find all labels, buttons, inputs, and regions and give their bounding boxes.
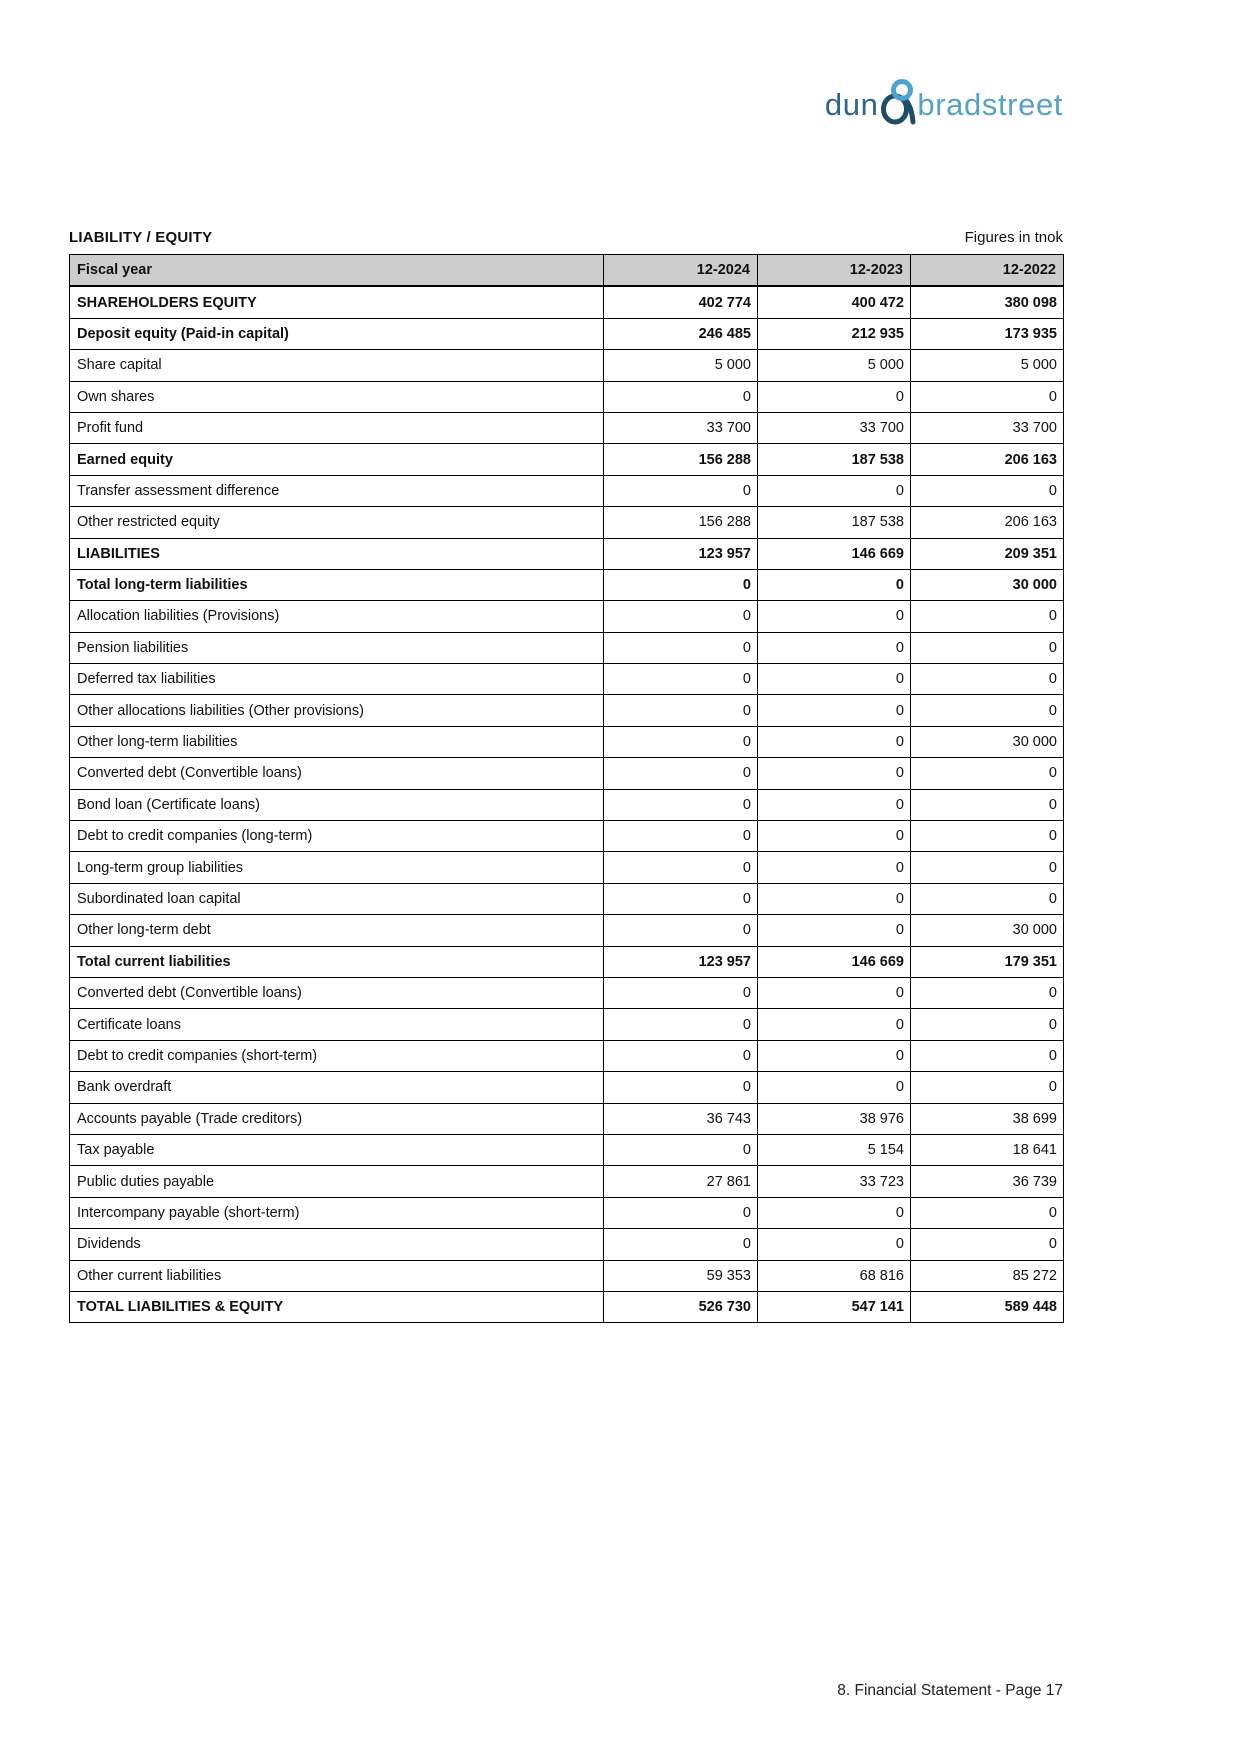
column-header-12-2022: 12-2022 <box>911 255 1064 287</box>
table-row <box>70 789 1064 820</box>
table-caption-row <box>69 229 1063 246</box>
row-label: Bank overdraft <box>70 1072 604 1103</box>
row-value: 0 <box>911 852 1064 883</box>
row-value: 5 000 <box>604 350 758 381</box>
table-row <box>70 821 1064 852</box>
row-value: 209 351 <box>911 538 1064 569</box>
row-value: 0 <box>911 381 1064 412</box>
row-value: 380 098 <box>911 286 1064 318</box>
row-value: 187 538 <box>758 507 911 538</box>
table-header-row <box>70 255 1064 287</box>
table-row <box>70 1197 1064 1228</box>
table-row <box>70 1291 1064 1322</box>
row-value: 402 774 <box>604 286 758 318</box>
ampersand-icon <box>880 78 916 126</box>
row-value: 0 <box>604 726 758 757</box>
row-value: 68 816 <box>758 1260 911 1291</box>
row-value: 30 000 <box>911 569 1064 600</box>
row-value: 0 <box>911 883 1064 914</box>
row-value: 27 861 <box>604 1166 758 1197</box>
table-row <box>70 695 1064 726</box>
row-label: Converted debt (Convertible loans) <box>70 977 604 1008</box>
table-row <box>70 286 1064 318</box>
row-value: 0 <box>604 381 758 412</box>
row-value: 0 <box>604 569 758 600</box>
row-value: 36 743 <box>604 1103 758 1134</box>
table-row <box>70 1040 1064 1071</box>
row-label: Pension liabilities <box>70 632 604 663</box>
row-value: 0 <box>604 883 758 914</box>
table-row <box>70 915 1064 946</box>
column-header-12-2024: 12-2024 <box>604 255 758 287</box>
table-row <box>70 538 1064 569</box>
row-label: Debt to credit companies (long-term) <box>70 821 604 852</box>
row-value: 0 <box>758 1197 911 1228</box>
row-value: 38 699 <box>911 1103 1064 1134</box>
row-label: Transfer assessment difference <box>70 475 604 506</box>
row-value: 123 957 <box>604 538 758 569</box>
row-value: 0 <box>604 601 758 632</box>
row-value: 0 <box>911 601 1064 632</box>
row-value: 0 <box>604 1040 758 1071</box>
row-value: 0 <box>604 789 758 820</box>
row-label: Allocation liabilities (Provisions) <box>70 601 604 632</box>
table-row <box>70 412 1064 443</box>
row-label: Intercompany payable (short-term) <box>70 1197 604 1228</box>
row-label: Debt to credit companies (short-term) <box>70 1040 604 1071</box>
row-value: 0 <box>911 789 1064 820</box>
row-value: 0 <box>604 632 758 663</box>
row-label: Other current liabilities <box>70 1260 604 1291</box>
row-value: 5 000 <box>911 350 1064 381</box>
row-value: 0 <box>911 475 1064 506</box>
row-value: 0 <box>911 1072 1064 1103</box>
row-value: 0 <box>758 883 911 914</box>
row-value: 0 <box>911 632 1064 663</box>
table-row <box>70 852 1064 883</box>
row-value: 0 <box>758 789 911 820</box>
row-value: 526 730 <box>604 1291 758 1322</box>
row-label: Deferred tax liabilities <box>70 664 604 695</box>
row-value: 0 <box>604 758 758 789</box>
column-header-fiscal-year: Fiscal year <box>70 255 604 287</box>
table-row <box>70 726 1064 757</box>
row-label: Other long-term debt <box>70 915 604 946</box>
row-value: 0 <box>604 1009 758 1040</box>
row-value: 156 288 <box>604 507 758 538</box>
row-value: 400 472 <box>758 286 911 318</box>
table-row <box>70 444 1064 475</box>
table-row <box>70 1103 1064 1134</box>
row-value: 0 <box>758 475 911 506</box>
row-value: 0 <box>758 821 911 852</box>
row-label: Other restricted equity <box>70 507 604 538</box>
table-row <box>70 1166 1064 1197</box>
row-value: 187 538 <box>758 444 911 475</box>
row-value: 30 000 <box>911 726 1064 757</box>
row-label: Deposit equity (Paid-in capital) <box>70 318 604 349</box>
row-value: 146 669 <box>758 946 911 977</box>
table-row <box>70 318 1064 349</box>
table-row <box>70 1229 1064 1260</box>
row-value: 0 <box>911 1229 1064 1260</box>
row-value: 0 <box>604 821 758 852</box>
table-row <box>70 1134 1064 1165</box>
table-row <box>70 977 1064 1008</box>
figures-unit-note: Figures in tnok <box>964 229 1063 246</box>
row-value: 0 <box>758 569 911 600</box>
row-value: 85 272 <box>911 1260 1064 1291</box>
row-value: 179 351 <box>911 946 1064 977</box>
page-title: LIABILITY / EQUITY <box>69 229 213 246</box>
table-row <box>70 664 1064 695</box>
row-value: 0 <box>604 977 758 1008</box>
table-row <box>70 507 1064 538</box>
row-label: Other long-term liabilities <box>70 726 604 757</box>
row-label: Bond loan (Certificate loans) <box>70 789 604 820</box>
table-row <box>70 1072 1064 1103</box>
row-value: 59 353 <box>604 1260 758 1291</box>
row-value: 0 <box>911 1040 1064 1071</box>
row-value: 33 723 <box>758 1166 911 1197</box>
row-label: Profit fund <box>70 412 604 443</box>
row-value: 5 000 <box>758 350 911 381</box>
row-value: 0 <box>758 1072 911 1103</box>
row-label: Certificate loans <box>70 1009 604 1040</box>
row-value: 547 141 <box>758 1291 911 1322</box>
row-value: 0 <box>604 1229 758 1260</box>
row-value: 0 <box>604 915 758 946</box>
table-row <box>70 381 1064 412</box>
row-label: Tax payable <box>70 1134 604 1165</box>
table-row <box>70 569 1064 600</box>
row-value: 0 <box>911 695 1064 726</box>
row-value: 0 <box>758 664 911 695</box>
footer-page-label: 8. Financial Statement - Page 17 <box>837 1682 1063 1699</box>
row-value: 0 <box>604 1072 758 1103</box>
row-value: 146 669 <box>758 538 911 569</box>
row-value: 246 485 <box>604 318 758 349</box>
row-value: 123 957 <box>604 946 758 977</box>
row-value: 33 700 <box>911 412 1064 443</box>
table-row <box>70 1009 1064 1040</box>
liability-equity-table <box>69 254 1064 1323</box>
row-value: 0 <box>758 758 911 789</box>
row-value: 173 935 <box>911 318 1064 349</box>
row-label: Long-term group liabilities <box>70 852 604 883</box>
table-row <box>70 758 1064 789</box>
row-value: 0 <box>758 1009 911 1040</box>
row-value: 0 <box>604 1134 758 1165</box>
row-value: 0 <box>758 632 911 663</box>
row-label: Dividends <box>70 1229 604 1260</box>
logo-text-dun: dun <box>824 86 879 122</box>
row-value: 206 163 <box>911 444 1064 475</box>
table-row <box>70 601 1064 632</box>
row-value: 33 700 <box>604 412 758 443</box>
row-label: Total long-term liabilities <box>70 569 604 600</box>
row-value: 0 <box>604 664 758 695</box>
row-value: 0 <box>911 758 1064 789</box>
row-value: 18 641 <box>911 1134 1064 1165</box>
row-label: Converted debt (Convertible loans) <box>70 758 604 789</box>
row-label: Subordinated loan capital <box>70 883 604 914</box>
column-header-12-2023: 12-2023 <box>758 255 911 287</box>
logo-text-bradstreet: bradstreet <box>917 86 1063 122</box>
row-value: 0 <box>604 475 758 506</box>
table-row <box>70 946 1064 977</box>
table-body <box>70 286 1064 1322</box>
row-value: 0 <box>911 1197 1064 1228</box>
row-value: 36 739 <box>911 1166 1064 1197</box>
row-value: 0 <box>911 977 1064 1008</box>
row-label: TOTAL LIABILITIES & EQUITY <box>70 1291 604 1322</box>
row-value: 0 <box>758 1040 911 1071</box>
row-label: Accounts payable (Trade creditors) <box>70 1103 604 1134</box>
table-row <box>70 632 1064 663</box>
row-value: 0 <box>758 695 911 726</box>
row-label: Total current liabilities <box>70 946 604 977</box>
row-label: Public duties payable <box>70 1166 604 1197</box>
row-value: 38 976 <box>758 1103 911 1134</box>
row-value: 30 000 <box>911 915 1064 946</box>
row-value: 0 <box>758 381 911 412</box>
row-value: 0 <box>604 1197 758 1228</box>
row-label: LIABILITIES <box>70 538 604 569</box>
row-value: 206 163 <box>911 507 1064 538</box>
table-row <box>70 1260 1064 1291</box>
table-row <box>70 883 1064 914</box>
table-row <box>70 350 1064 381</box>
row-value: 0 <box>758 726 911 757</box>
row-value: 0 <box>758 1229 911 1260</box>
row-label: SHAREHOLDERS EQUITY <box>70 286 604 318</box>
table-row <box>70 475 1064 506</box>
dun-bradstreet-logo <box>825 80 1063 128</box>
row-value: 0 <box>604 852 758 883</box>
row-value: 0 <box>911 821 1064 852</box>
row-value: 156 288 <box>604 444 758 475</box>
row-value: 0 <box>604 695 758 726</box>
row-value: 0 <box>758 601 911 632</box>
row-value: 0 <box>758 852 911 883</box>
row-value: 0 <box>911 664 1064 695</box>
row-value: 0 <box>758 915 911 946</box>
row-label: Own shares <box>70 381 604 412</box>
row-label: Share capital <box>70 350 604 381</box>
row-value: 5 154 <box>758 1134 911 1165</box>
row-value: 589 448 <box>911 1291 1064 1322</box>
row-value: 212 935 <box>758 318 911 349</box>
row-value: 0 <box>911 1009 1064 1040</box>
row-label: Earned equity <box>70 444 604 475</box>
row-label: Other allocations liabilities (Other provisions) <box>70 695 604 726</box>
row-value: 33 700 <box>758 412 911 443</box>
row-value: 0 <box>758 977 911 1008</box>
